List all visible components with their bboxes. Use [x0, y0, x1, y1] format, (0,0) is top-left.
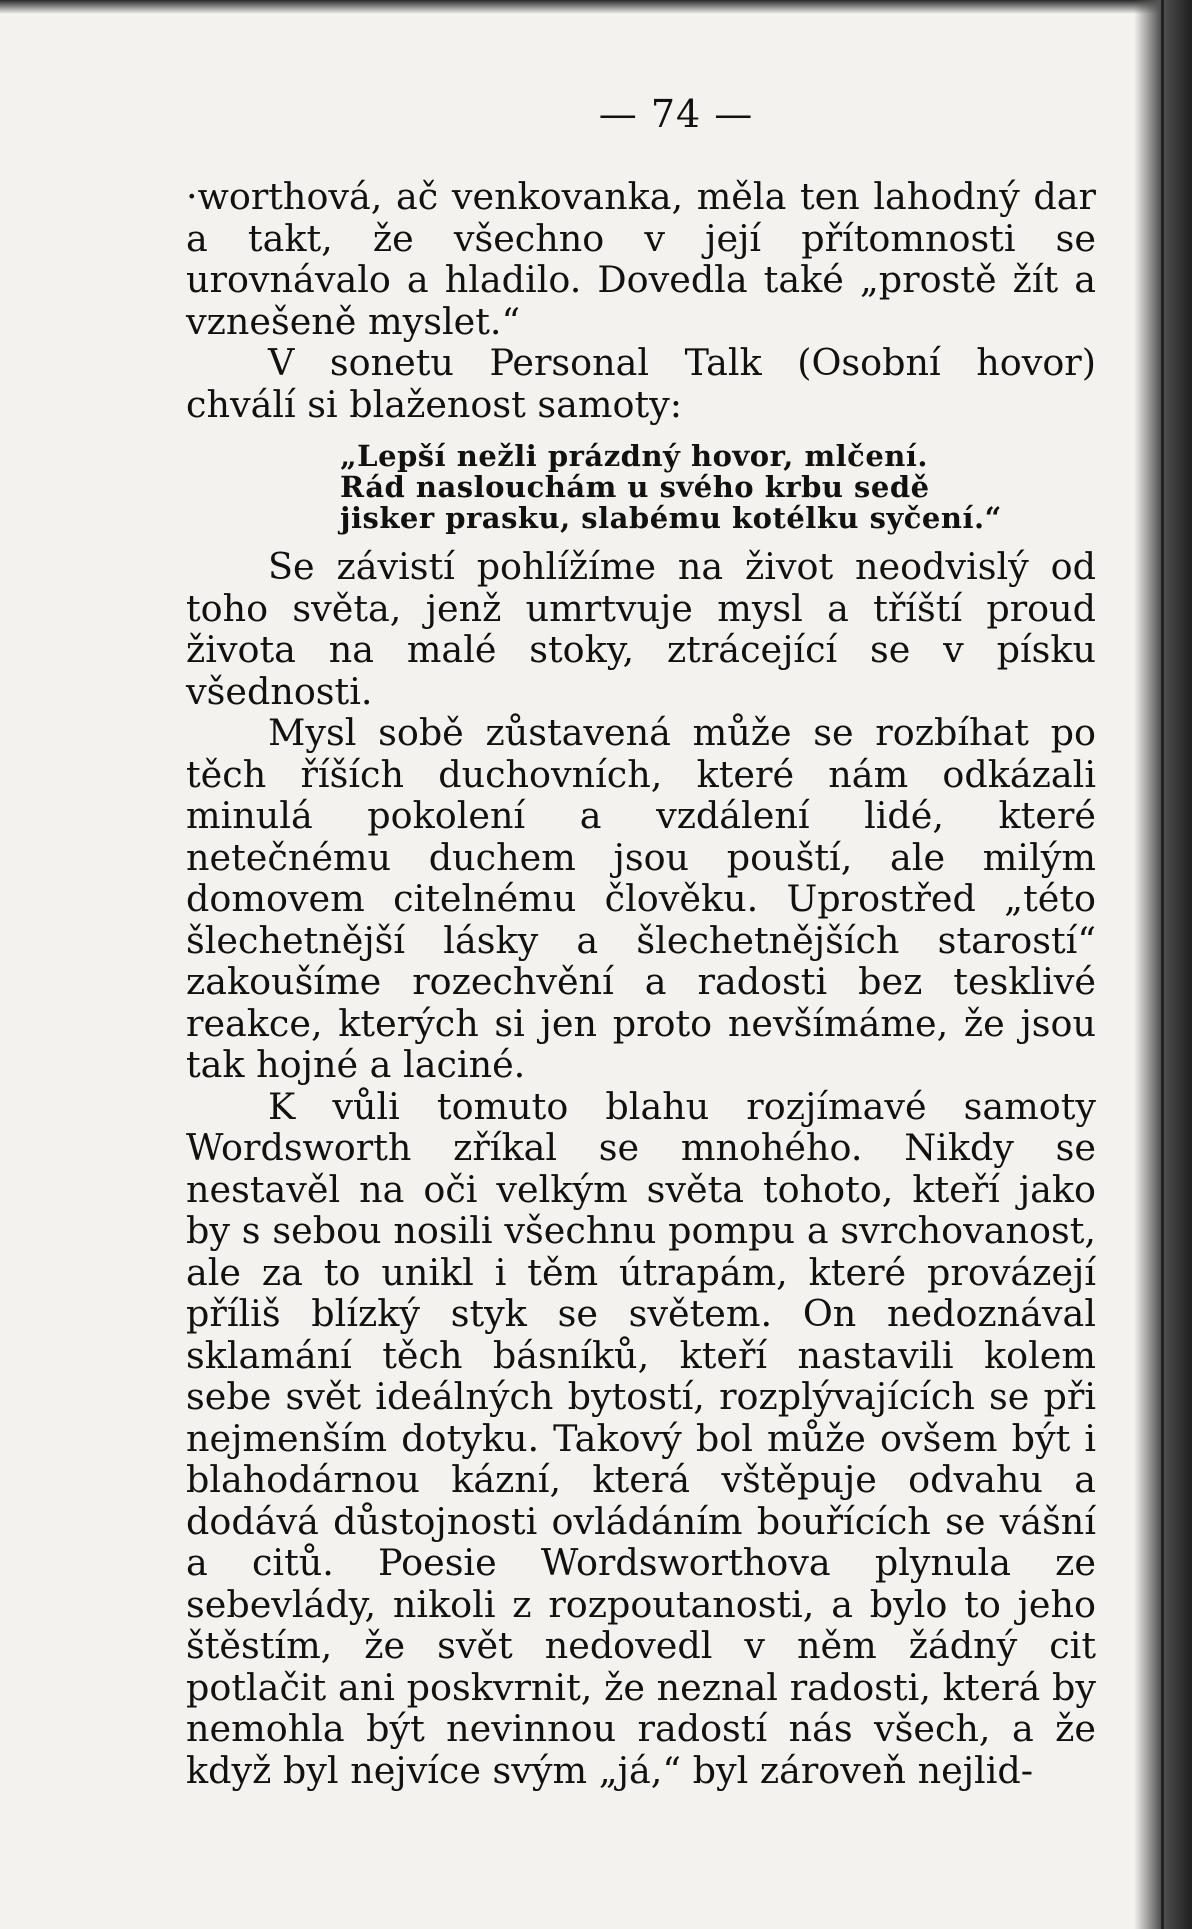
paragraph-2: V sonetu Personal Talk (Osobní hovor) chválí si blaženost samoty:: [186, 341, 1096, 426]
quote-line-2: Rád naslouchám u svého krbu sedě: [340, 470, 930, 504]
scan-edge-top: [0, 0, 1192, 14]
scan-binding-line: [1161, 0, 1164, 1929]
page-number: — 74 —: [598, 92, 754, 136]
paragraph-1: ·worthová, ač venkovanka, měla ten lahodný dar a takt, že všechno v její přítomnosti se urovnávalo a hladilo. Dovedla také „prostě žít a vznešeně myslet.“: [186, 175, 1096, 343]
paragraph-5: K vůli tomuto blahu rozjímavé samoty Wordsworth zříkal se mnohého. Nikdy se nestavěl na oči velkým světa tohoto, kteří jako by s sebou nosili všechnu pompu a svrchovanost, ale za to unikl i těm útrapám, které provázejí příliš blízký styk se světem. On nedoznával sklamání těch básníků, kteří nastavili kolem sebe svět ideálných bytostí, rozplývajících se při nejmenším dotyku. Takový bol může ovšem být i blahodárnou kázní, která vštěpuje odvahu a dodává důstojnosti ovládáním bouřících se vášní a citů. Poesie Wordsworthova plynula ze sebevlády, nikoli z rozpoutanosti, a bylo to jeho štěstím, že svět nedovedl v něm žádný cit potlačit ani poskvrnit, že neznal radosti, která by nemohla být nevinnou radostí nás všech, a že když byl nejvíce svým „já,“ byl zároveň nejlid-: [186, 1084, 1096, 1792]
paragraph-4: Mysl sobě zůstavená může se rozbíhat po těch říších duchovních, které nám odkázali minulá pokolení a vzdálení lidé, které netečnému duchem jsou pouští, ale milým domovem citelnému člověku. Uprostřed „této šlechetnější lásky a šlechetnějších starostí“ zakoušíme rozechvění a radosti bez tesklivé reakce, kterých si jen proto nevšímáme, že jsou tak hojné a laciné.: [186, 711, 1096, 1086]
quote-line-3: jisker prasku, slabému kotélku syčení.“: [340, 501, 1002, 535]
book-page: [186, 92, 1096, 1791]
paragraph-3: Se závistí pohlížíme na život neodvislý od toho světa, jenž umrtvuje mysl a tříští proud života na malé stoky, ztrácející se v písku všednosti.: [186, 545, 1096, 713]
quote-line-1: „Lepší nežli prázdný hovor, mlčení.: [340, 439, 928, 473]
sonnet-quote: [340, 441, 1096, 534]
